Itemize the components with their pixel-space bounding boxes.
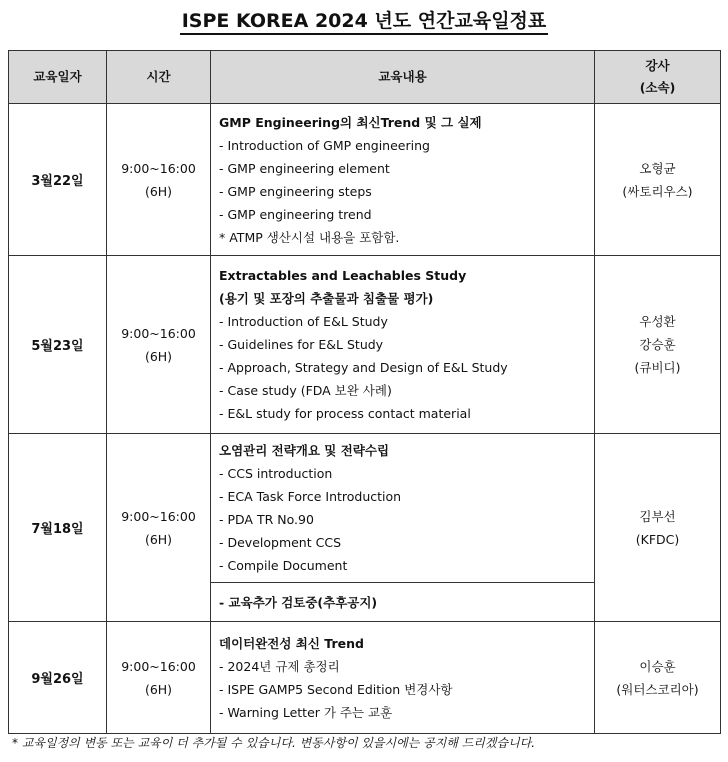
instructor-affiliation: (워터스코리아) (616, 681, 699, 697)
instructor-affiliation: (큐비디) (634, 360, 681, 375)
instructor-affiliation: (싸토리우스) (622, 183, 693, 199)
row-instructor (595, 104, 721, 256)
header-content: 교육내용 (211, 51, 595, 104)
course-title: Extractables and Leachables Study (219, 268, 467, 283)
row-time (107, 256, 211, 434)
course-item: * ATMP 생산시설 내용을 포함함. (219, 229, 400, 245)
instructor-name: 우성환 (639, 314, 676, 329)
header-instructor (595, 51, 721, 104)
instructor-affiliation: (KFDC) (635, 531, 680, 547)
row-content (211, 104, 595, 256)
time-range: 9:00~16:00 (121, 160, 196, 176)
pending-course-note: - 교육추가 검토중(추후공지) (211, 583, 595, 622)
time-range: 9:00~16:00 (121, 325, 196, 341)
row-time (107, 622, 211, 734)
course-item: - ECA Task Force Introduction (219, 489, 402, 504)
table-row (9, 434, 721, 583)
row-instructor (595, 622, 721, 734)
row-content (211, 256, 595, 434)
course-item: - GMP engineering trend (219, 206, 372, 222)
row-content (211, 434, 595, 583)
row-instructor (595, 256, 721, 434)
course-item: - Introduction of GMP engineering (219, 137, 430, 153)
course-title: 데이터완전성 최신 Trend (219, 635, 364, 651)
row-date: 3월22일 (9, 104, 107, 256)
course-title: 오염관리 전략개요 및 전략수립 (219, 443, 390, 458)
instructor-name: 강승훈 (639, 337, 676, 352)
header-time: 시간 (107, 51, 211, 104)
page-title (0, 6, 728, 33)
page-title-text: ISPE KOREA 2024 년도 연간교육일정표 (180, 10, 549, 35)
header-row (9, 51, 721, 104)
row-instructor (595, 434, 721, 622)
course-item: - ISPE GAMP5 Second Edition 변경사항 (219, 681, 453, 697)
course-item: - GMP engineering element (219, 160, 390, 176)
course-item: - 2024년 규제 총정리 (219, 658, 340, 674)
table-row (9, 256, 721, 434)
course-item: - Development CCS (219, 535, 341, 550)
course-item: - E&L study for process contact material (219, 406, 471, 421)
instructor-name: 이승훈 (639, 658, 676, 674)
header-instructor-line1: 강사 (645, 58, 670, 73)
row-date: 5월23일 (9, 256, 107, 434)
row-content (211, 622, 595, 734)
row-time (107, 104, 211, 256)
row-date: 9월26일 (9, 622, 107, 734)
schedule-table (8, 50, 721, 734)
time-range: 9:00~16:00 (121, 658, 196, 674)
time-hours: (6H) (144, 348, 173, 364)
header-date: 교육일자 (9, 51, 107, 104)
footnote: * 교육일정의 변동 또는 교육이 더 추가될 수 있습니다. 변동사항이 있을시에는 공지해 드리겠습니다. (12, 736, 536, 750)
time-hours: (6H) (144, 183, 173, 199)
course-item: - GMP engineering steps (219, 183, 372, 199)
time-hours: (6H) (144, 681, 173, 697)
course-item: - Compile Document (219, 558, 348, 573)
row-time (107, 434, 211, 622)
course-item: - CCS introduction (219, 466, 333, 481)
course-item: - Guidelines for E&L Study (219, 337, 384, 352)
course-subtitle: (용기 및 포장의 추출물과 침출물 평가) (219, 291, 434, 306)
course-title: GMP Engineering의 최신Trend 및 그 실제 (219, 114, 482, 130)
table-row (9, 622, 721, 734)
course-item: - PDA TR No.90 (219, 512, 314, 527)
course-item: - Warning Letter 가 주는 교훈 (219, 704, 393, 720)
time-hours: (6H) (144, 531, 173, 547)
course-item: - Approach, Strategy and Design of E&L Study (219, 360, 508, 375)
row-date: 7월18일 (9, 434, 107, 622)
course-item: - Introduction of E&L Study (219, 314, 388, 329)
instructor-name: 김부선 (639, 508, 676, 524)
instructor-name: 오형균 (639, 160, 676, 176)
table-row (9, 104, 721, 256)
time-range: 9:00~16:00 (121, 508, 196, 524)
header-instructor-line2: (소속) (639, 80, 676, 95)
course-item: - Case study (FDA 보완 사례) (219, 383, 392, 398)
